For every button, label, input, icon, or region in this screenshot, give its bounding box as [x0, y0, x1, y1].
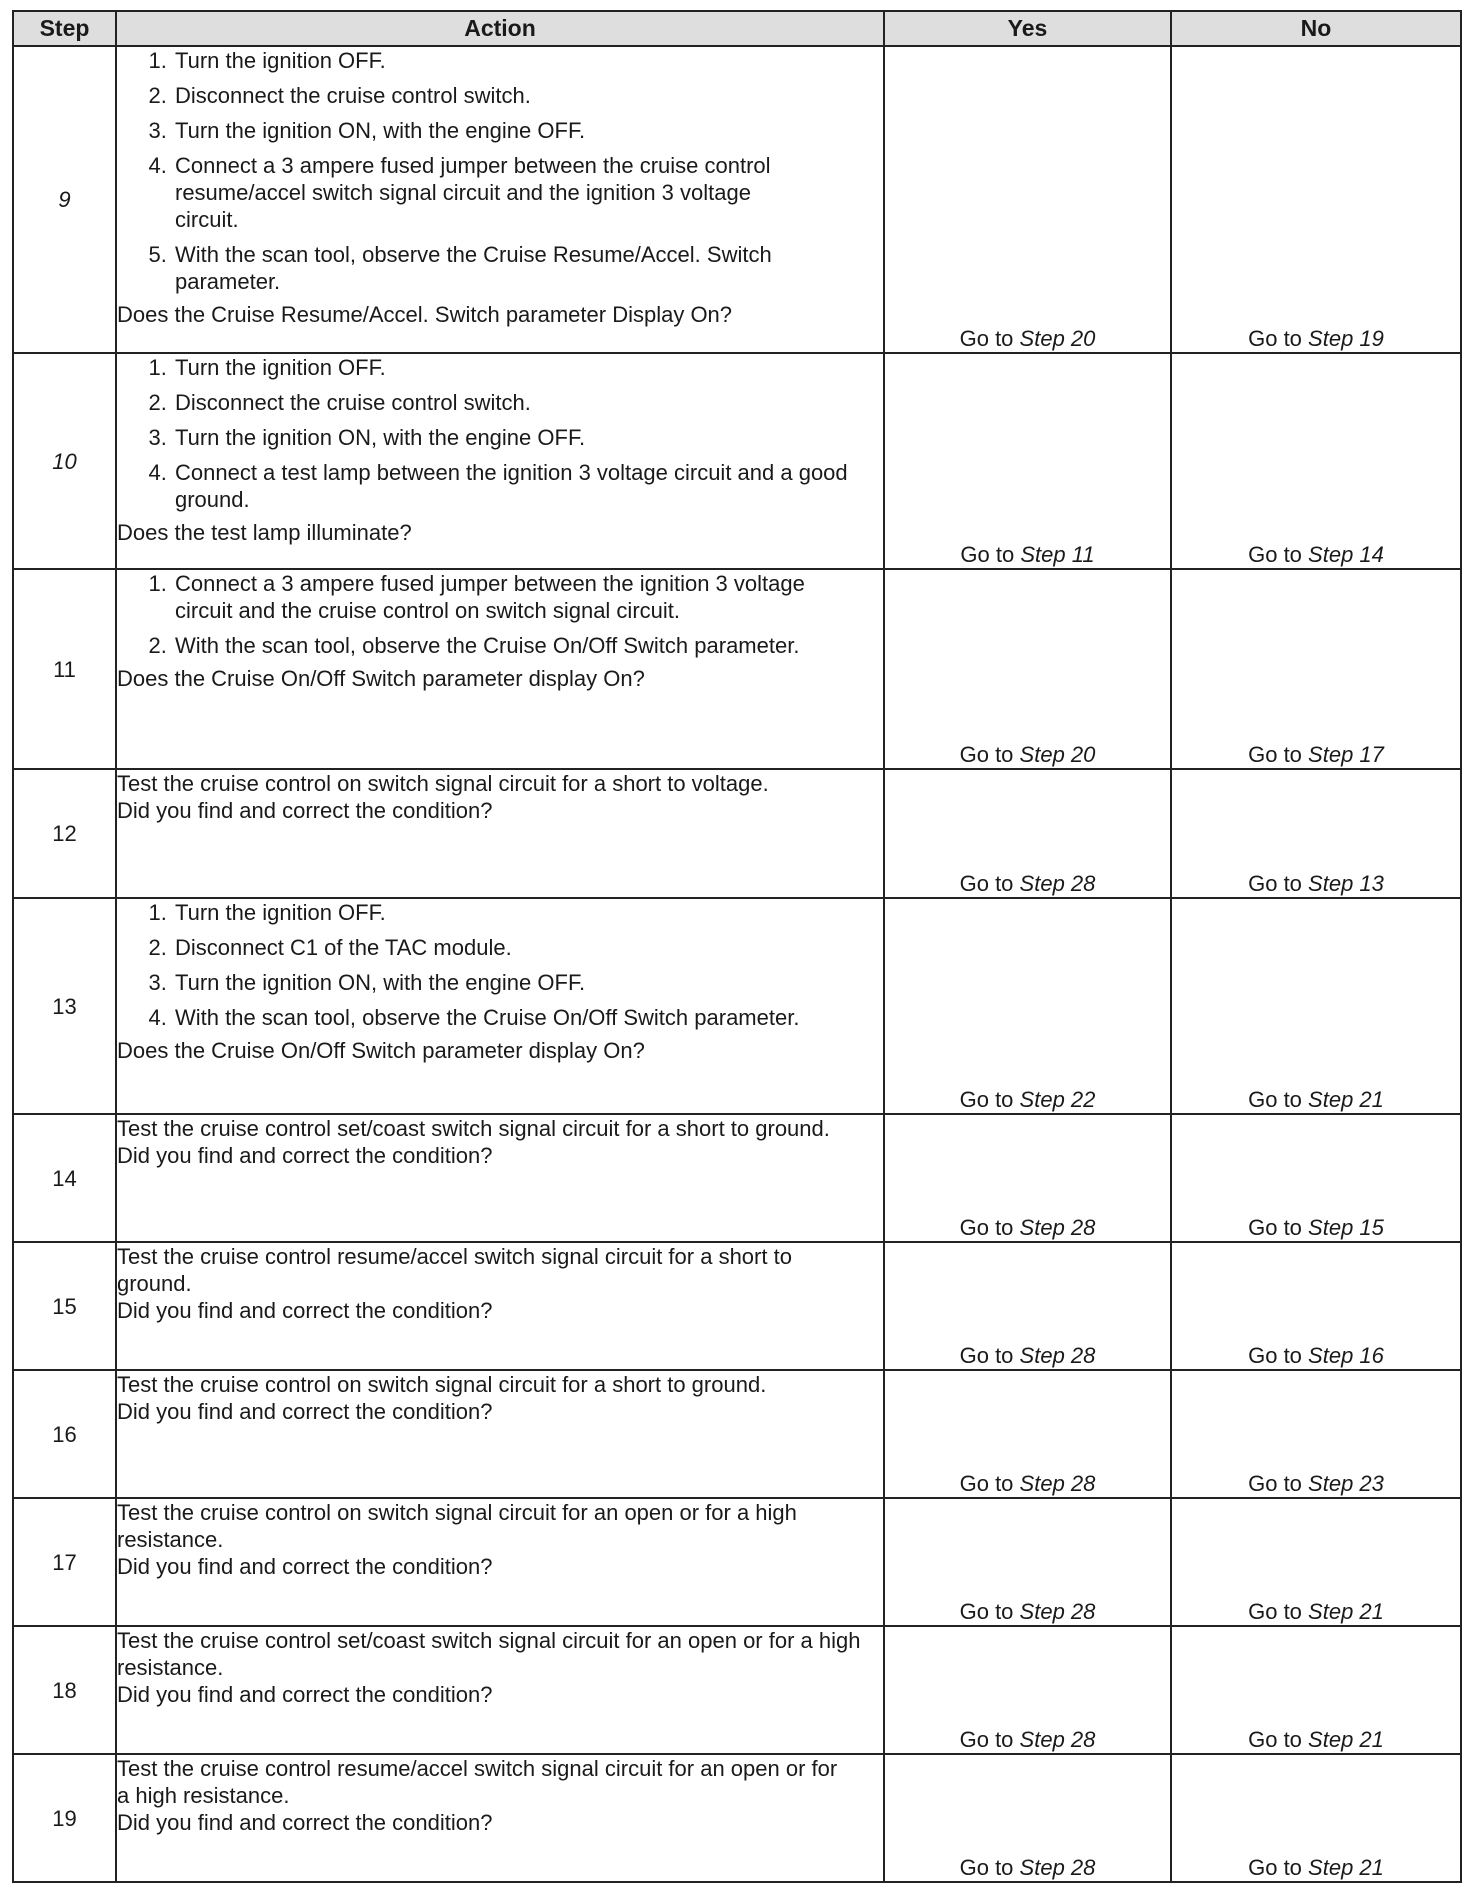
test-instruction: Test the cruise control set/coast switch signal circuit for a short to ground. [117, 1116, 830, 1141]
test-instruction: Test the cruise control on switch signal circuit for a short to voltage. [117, 771, 769, 796]
action-cell [116, 353, 884, 569]
goto-prefix: Go to [1248, 542, 1302, 567]
goto-prefix: Go to [1248, 326, 1302, 351]
question-text: Does the Cruise Resume/Accel. Switch parameter Display On? [117, 302, 733, 327]
no-result [1171, 1498, 1461, 1626]
action-cell [116, 1242, 884, 1370]
no-step-ref: Step 19 [1308, 326, 1384, 351]
yes-step-ref: Step 28 [1019, 1471, 1096, 1496]
action-cell [116, 1754, 884, 1882]
instruction-item: 2. Disconnect C1 of the TAC module. [173, 934, 883, 961]
question-text: Does the test lamp illuminate? [117, 520, 412, 545]
no-result [1171, 569, 1461, 769]
no-step-ref: Step 17 [1308, 742, 1384, 767]
instruction-item: 4. With the scan tool, observe the Cruise On/Off Switch parameter. [173, 1004, 883, 1031]
yes-result [884, 1754, 1171, 1882]
action-cell [116, 1370, 884, 1498]
yes-result [884, 1114, 1171, 1242]
yes-step-ref: Step 28 [1019, 1215, 1096, 1240]
question-text: Does the Cruise On/Off Switch parameter display On? [117, 666, 645, 691]
action-cell [116, 1626, 884, 1754]
test-instruction: Test the cruise control set/coast switch signal circuit for an open or for a high resistance. [117, 1628, 861, 1680]
yes-result [884, 769, 1171, 898]
step-number: 15 [13, 1242, 116, 1370]
instruction-item: 2. Disconnect the cruise control switch. [173, 389, 883, 416]
instruction-item: 1. Connect a 3 ampere fused jumper between the ignition 3 voltage circuit and the cruise control on switch signal circuit. [173, 570, 883, 624]
goto-prefix: Go to [959, 1215, 1014, 1240]
table-row [13, 898, 1461, 1114]
instruction-item: 3. Turn the ignition ON, with the engine OFF. [173, 424, 883, 451]
instruction-list [117, 47, 883, 301]
step-number: 18 [13, 1626, 116, 1754]
table-row [13, 1626, 1461, 1754]
no-result [1171, 1754, 1461, 1882]
action-cell [116, 769, 884, 898]
no-step-ref: Step 16 [1308, 1343, 1384, 1368]
question-text: Did you find and correct the condition? [117, 1554, 493, 1579]
yes-result [884, 569, 1171, 769]
step-number: 16 [13, 1370, 116, 1498]
table-row [13, 353, 1461, 569]
step-number: 13 [13, 898, 116, 1114]
no-result [1171, 46, 1461, 353]
instruction-list [117, 899, 883, 1037]
goto-prefix: Go to [1248, 871, 1302, 896]
yes-step-ref: Step 20 [1019, 742, 1096, 767]
goto-prefix: Go to [1248, 1087, 1302, 1112]
test-instruction: Test the cruise control on switch signal circuit for an open or for a high resistance. [117, 1500, 797, 1552]
question-text: Did you find and correct the condition? [117, 1399, 493, 1424]
yes-step-ref: Step 11 [1020, 542, 1095, 567]
step-number: 10 [13, 353, 116, 569]
goto-prefix: Go to [959, 1343, 1014, 1368]
header-no: No [1171, 11, 1461, 46]
no-step-ref: Step 13 [1308, 871, 1384, 896]
action-cell [116, 898, 884, 1114]
yes-step-ref: Step 28 [1019, 1855, 1096, 1880]
question-text: Did you find and correct the condition? [117, 1298, 493, 1323]
header-row [13, 11, 1461, 46]
step-number: 12 [13, 769, 116, 898]
instruction-item: 2. Disconnect the cruise control switch. [173, 82, 883, 109]
instruction-item: 1. Turn the ignition OFF. [173, 354, 883, 381]
yes-step-ref: Step 28 [1019, 871, 1096, 896]
step-number: 11 [13, 569, 116, 769]
yes-step-ref: Step 22 [1019, 1087, 1096, 1112]
yes-result [884, 1242, 1171, 1370]
instruction-item: 1. Turn the ignition OFF. [173, 899, 883, 926]
question-text: Did you find and correct the condition? [117, 1682, 493, 1707]
step-number: 17 [13, 1498, 116, 1626]
header-yes: Yes [884, 11, 1171, 46]
instruction-item: 3. Turn the ignition ON, with the engine OFF. [173, 117, 883, 144]
test-instruction: Test the cruise control resume/accel switch signal circuit for a short to ground. [117, 1244, 792, 1296]
table-row [13, 1114, 1461, 1242]
action-cell [116, 569, 884, 769]
table-row [13, 569, 1461, 769]
instruction-item: 3. Turn the ignition ON, with the engine OFF. [173, 969, 883, 996]
goto-prefix: Go to [1248, 1855, 1302, 1880]
goto-prefix: Go to [1248, 1471, 1302, 1496]
question-text: Did you find and correct the condition? [117, 1143, 493, 1168]
no-step-ref: Step 21 [1308, 1087, 1384, 1112]
no-result [1171, 353, 1461, 569]
no-result [1171, 1370, 1461, 1498]
table-row [13, 1370, 1461, 1498]
step-number: 19 [13, 1754, 116, 1882]
no-result [1171, 769, 1461, 898]
yes-step-ref: Step 28 [1019, 1727, 1096, 1752]
yes-result [884, 898, 1171, 1114]
question-text: Did you find and correct the condition? [117, 798, 493, 823]
goto-prefix: Go to [959, 1471, 1014, 1496]
action-cell [116, 1114, 884, 1242]
no-step-ref: Step 21 [1308, 1855, 1384, 1880]
goto-prefix: Go to [1248, 742, 1302, 767]
goto-prefix: Go to [959, 871, 1014, 896]
goto-prefix: Go to [959, 1599, 1014, 1624]
instruction-item: 4. Connect a 3 ampere fused jumper between the cruise control resume/accel switch signal circuit and the ignition 3 voltage circuit. [173, 152, 883, 233]
action-cell [116, 1498, 884, 1626]
goto-prefix: Go to [959, 1855, 1014, 1880]
yes-result [884, 353, 1171, 569]
question-text: Did you find and correct the condition? [117, 1810, 493, 1835]
goto-prefix: Go to [1248, 1215, 1302, 1240]
header-action: Action [116, 11, 884, 46]
no-result [1171, 1242, 1461, 1370]
test-instruction: Test the cruise control on switch signal circuit for a short to ground. [117, 1372, 767, 1397]
table-row [13, 1498, 1461, 1626]
no-step-ref: Step 21 [1308, 1599, 1384, 1624]
yes-step-ref: Step 28 [1019, 1343, 1096, 1368]
instruction-item: 2. With the scan tool, observe the Cruise On/Off Switch parameter. [173, 632, 883, 659]
yes-step-ref: Step 20 [1019, 326, 1096, 351]
no-step-ref: Step 21 [1308, 1727, 1384, 1752]
goto-prefix: Go to [960, 542, 1015, 567]
goto-prefix: Go to [1248, 1727, 1302, 1752]
yes-result [884, 1498, 1171, 1626]
instruction-item: 4. Connect a test lamp between the ignition 3 voltage circuit and a good ground. [173, 459, 883, 513]
instruction-item: 5. With the scan tool, observe the Cruise Resume/Accel. Switch parameter. [173, 241, 883, 295]
step-number: 14 [13, 1114, 116, 1242]
goto-prefix: Go to [959, 1087, 1014, 1112]
table-row [13, 1754, 1461, 1882]
yes-result [884, 1370, 1171, 1498]
yes-step-ref: Step 28 [1019, 1599, 1096, 1624]
no-step-ref: Step 23 [1308, 1471, 1384, 1496]
instruction-item: 1. Turn the ignition OFF. [173, 47, 883, 74]
instruction-list [117, 354, 883, 519]
table-row [13, 46, 1461, 353]
no-step-ref: Step 14 [1308, 542, 1384, 567]
no-result [1171, 1114, 1461, 1242]
goto-prefix: Go to [959, 1727, 1014, 1752]
goto-prefix: Go to [959, 326, 1014, 351]
test-instruction: Test the cruise control resume/accel switch signal circuit for an open or for a high resistance. [117, 1756, 838, 1808]
goto-prefix: Go to [1248, 1599, 1302, 1624]
table-row [13, 769, 1461, 898]
goto-prefix: Go to [1248, 1343, 1302, 1368]
yes-result [884, 46, 1171, 353]
header-step: Step [13, 11, 116, 46]
question-text: Does the Cruise On/Off Switch parameter display On? [117, 1038, 645, 1063]
yes-result [884, 1626, 1171, 1754]
no-step-ref: Step 15 [1308, 1215, 1384, 1240]
diagnostic-table [12, 10, 1462, 1883]
instruction-list [117, 570, 883, 665]
table-row [13, 1242, 1461, 1370]
step-number: 9 [13, 46, 116, 353]
goto-prefix: Go to [959, 742, 1014, 767]
no-result [1171, 1626, 1461, 1754]
no-result [1171, 898, 1461, 1114]
action-cell [116, 46, 884, 353]
